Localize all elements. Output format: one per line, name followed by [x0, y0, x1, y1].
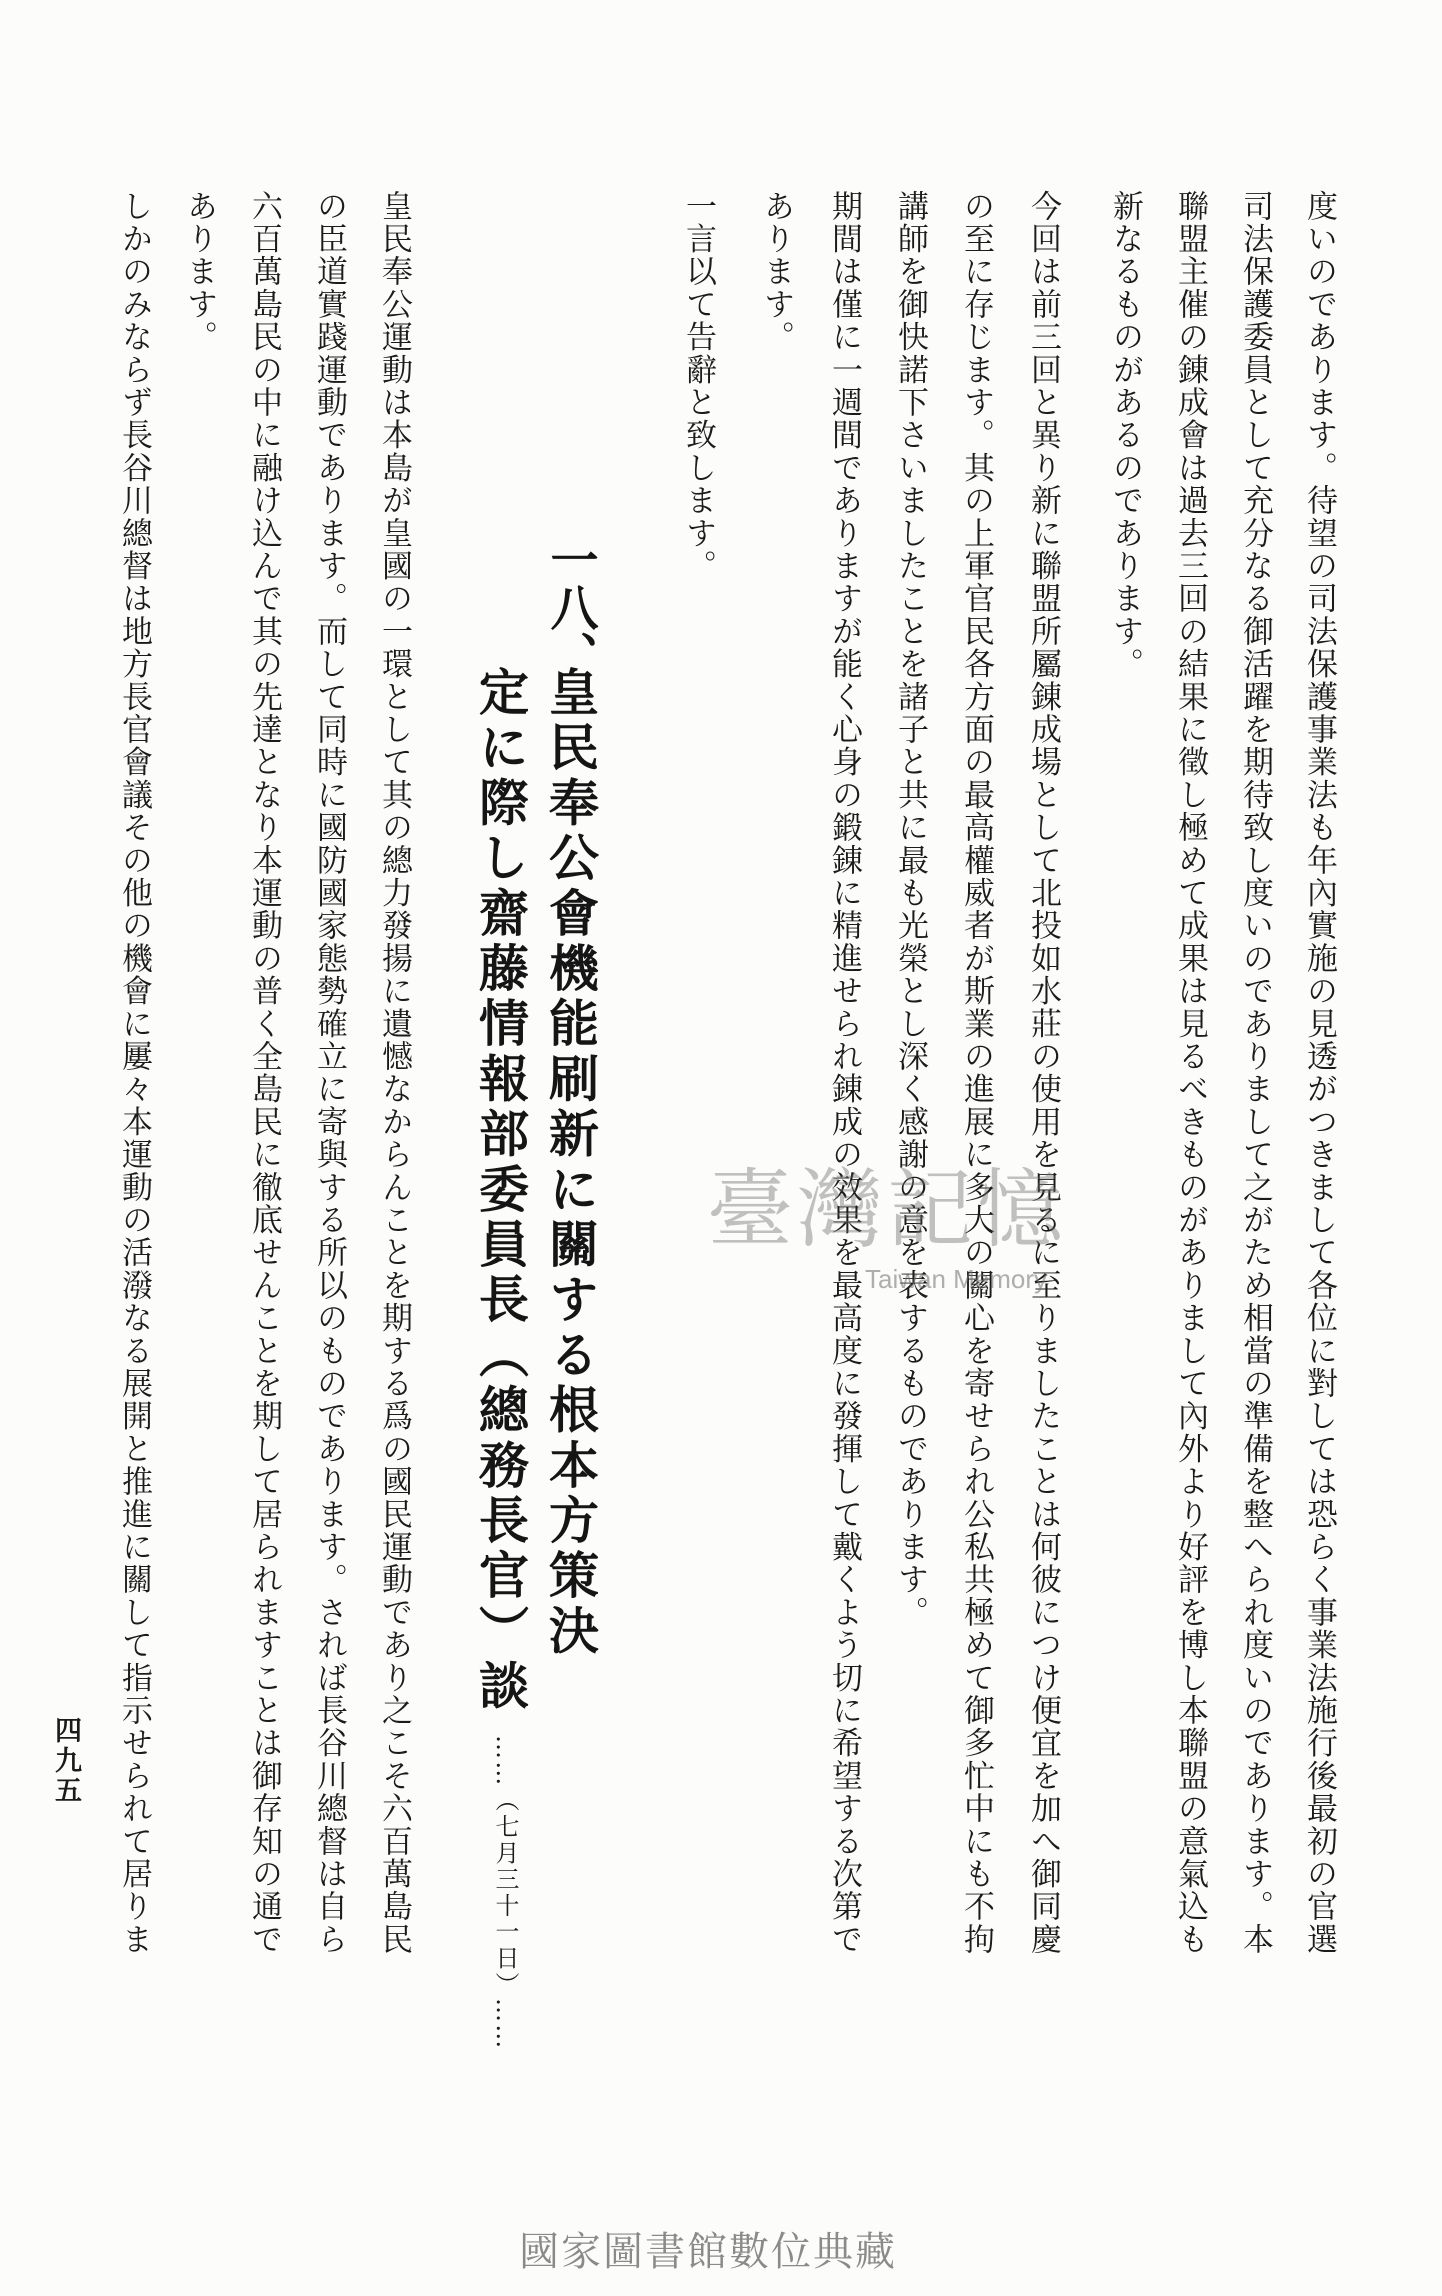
watermark-text: 臺灣記憶	[707, 1160, 1067, 1260]
watermark-subtext: Taiwan Memory	[865, 1264, 1048, 1294]
text-column: しかのみならず長谷川總督は地方長官會議その他の機會に屢々本運動の活潑なる展開と推進に關して指示せられて居りま	[116, 190, 152, 1956]
text-column: 司法保護委員として充分なる御活躍を期待致し度いのでありまして之がため相當の準備を整へられ度いのであります。本	[1237, 190, 1273, 1956]
text-column: 期間は僅に一週間でありますが能く心身の鍛錬に精進せられ錬成の效果を最高度に發揮して戴くよう切に希望する次第で	[826, 190, 862, 1956]
watermark-logo	[707, 1160, 1067, 1294]
text-column: 度いのであります。待望の司法保護事業法も年內實施の見透がつきまして各位に對しては恐らく事業法施行後最初の官選	[1301, 190, 1337, 1956]
section-date: ……（七月三十一日）……	[491, 1735, 519, 2051]
text-column: の臣道實踐運動であります。而して同時に國防國家態勢確立に寄與する所以のものであります。されば長谷川總督は自ら	[311, 190, 347, 1956]
text-column: 一言以て告辭と致します。	[680, 190, 716, 583]
text-column: の至に存じます。其の上軍官民各方面の最高權威者が斯業の進展に多大の關心を寄せられ公私共極めて御多忙中にも不拘	[958, 190, 994, 1956]
section-heading-line: 皇民奉公會機能刷新に關する根本方策決	[541, 666, 600, 1660]
text-column: あります。	[181, 190, 217, 354]
text-column: 聯盟主催の錬成會は過去三回の結果に徵し極めて成果は見るべきものがありまして內外より好評を博し本聯盟の意氣込も	[1172, 190, 1208, 1956]
text-column: 今回は前三回と異り新に聯盟所屬錬成場として北投如水莊の使用を見るに至りましたことは何彼につけ便宜を加へ御同慶	[1025, 190, 1061, 1956]
text-column: あります。	[758, 190, 794, 354]
archive-credit: 國家圖書館數位典藏	[519, 2229, 897, 2275]
text-column: 六百萬島民の中に融け込んで其の先達となり本運動の普く全島民に徹底せんことを期して居られますことは御存知の通で	[246, 190, 282, 1956]
text-column: 皇民奉公運動は本島が皇國の一環として其の總力發揚に遺憾なからんことを期する爲の國民運動であり之こそ六百萬島民	[376, 190, 412, 1956]
section-heading-line: 定に際し齋藤情報部委員長（總務長官）談	[471, 666, 530, 1715]
text-column: 講師を御快諾下さいましたことを諸子と共に最も光榮とし深く感謝の意を表するものであります。	[892, 190, 928, 1629]
page-number: 四九五	[50, 1716, 81, 1806]
text-column: 新なるものがあるのであります。	[1107, 190, 1143, 681]
section-number: 一八、	[542, 535, 598, 679]
